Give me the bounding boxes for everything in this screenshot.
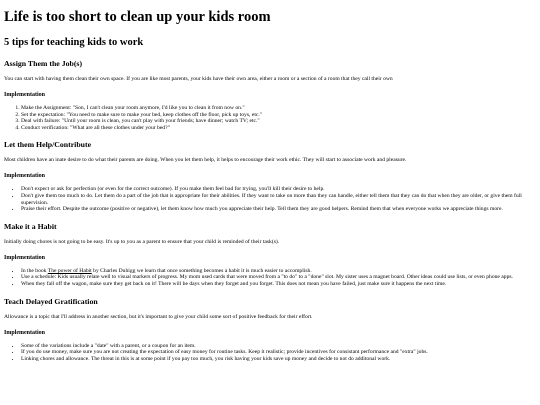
list-item: • Use a schedule: Kids usually relate well to visual markers of progress. My mom used cards that were moved from a "to do" to a "done" slot. My sister uses a magnet board. Other ideas could use lists, or even phone apps.: [21, 274, 536, 281]
book-link[interactable]: The power of Habit: [47, 267, 92, 274]
section-heading-delayed: Teach Delayed Gratification: [4, 296, 98, 306]
implementation-label: Implementation: [4, 329, 45, 336]
list-item: 4. Conduct verification: "What are all these clothes under your bed?": [21, 125, 536, 132]
list-item: 1. Make the Assignment: "Son, I can't clean your room anymore, I'd like you to clean it from now on.": [21, 105, 536, 112]
list-item: • Linking chores and allowance. The threat in this is at some point if you pay too much, you risk having your kids save up money and decide to not do additonal work.: [21, 356, 536, 363]
list-item: 2. Set the expectation: "You need to make sure to make your bed, keep clothes off the floor, pick up toys, etc.": [21, 112, 536, 119]
implementation-label: Implementation: [4, 254, 45, 261]
section-heading-habit: Make it a Habit: [4, 221, 57, 231]
implementation-label: Implementation: [4, 92, 45, 98]
section-heading-assign: Assign Them the Job(s): [4, 59, 83, 68]
list-item-text: In the book: [21, 267, 48, 274]
section-heading-help: Let them Help/Contribute: [4, 140, 92, 150]
list-item: • Some of the variations include a "date" with a parent, or a coupon for an item.: [21, 343, 536, 350]
page-subtitle: 5 tips for teaching kids to work: [4, 37, 144, 48]
section-intro-help: Most children have an inate desire to do what their parents are doing. When you let them help, it helps to encourage their work ethic. They will start to associate work and pleasure.: [4, 157, 407, 164]
implementation-label: Implementation: [4, 173, 45, 180]
list-item: • Don't give them too much to do. Let them do a part of the job that is appropriate for their abilities. If they want to take on more than they can handle, either tell them that they can do that when they are older, or give them full supervision.: [21, 193, 536, 206]
section-intro-assign: You can start with having them clean their own space. If you are like most parents, your kids have their own area, either a room or a section of a room that they call their own: [4, 76, 393, 82]
list-item: • Don't expect or ask for perfection (or even for the correct outcome). If you make them feel bad for trying, you'll kill their desire to help.: [21, 186, 536, 193]
list-item: • Praise their effort. Despite the outcome (positive or negative), let them know how much you appreciate their help. Tell them they are good helpers. Remind them that when everyone works we appreciate things more.: [21, 206, 536, 213]
list-item: • If you do use money, make sure you are not creating the expectation of easy money for routine tasks. Keep it realistic; provide incentives for consistant performance and "extra" jobs.: [21, 349, 536, 356]
list-item: 3. Deal with failure: "Until your room is clean, you can't play with your friends; have dinner; watch TV; etc.": [21, 118, 536, 125]
implementation-list-help: [4, 186, 536, 212]
implementation-list-delayed: [4, 343, 536, 363]
section-intro-delayed: Allowance is a topic that I'll address in another section, but it's important to give your child some sort of positive feedback for their effort.: [4, 313, 313, 320]
section-intro-habit: Initially doing chores is not going to be easy. It's up to you as a parent to ensure that your child is reminded of their task(s).: [4, 238, 280, 245]
page-title: Life is too short to clean up your kids room: [4, 9, 271, 25]
implementation-list-assign: [4, 105, 536, 131]
list-item: • When they fall off the wagon, make sure they get back on it! There will be days when they forget and you forget. This does not mean you have failed, just make sure it happens the next time.: [21, 281, 536, 288]
list-item-text: by Charles Duhigg we learn that once something becomes a habit it is much easier to accomplish.: [91, 267, 312, 274]
implementation-list-habit: [4, 268, 536, 288]
